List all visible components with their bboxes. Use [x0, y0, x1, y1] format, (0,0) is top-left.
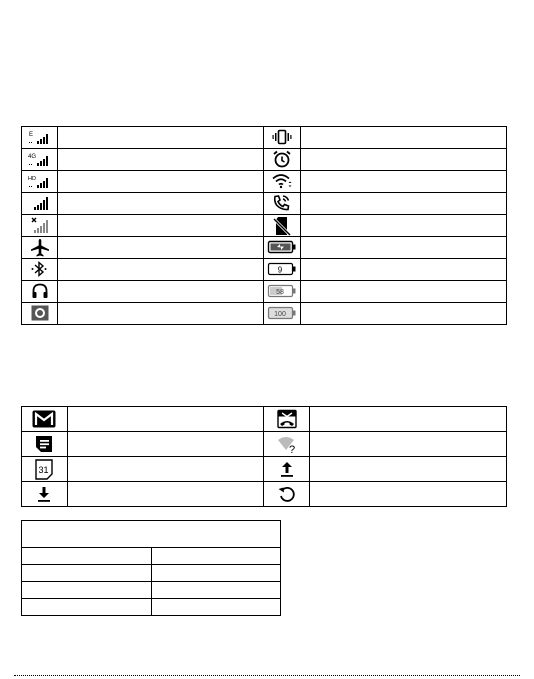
- status-label-cell: [58, 281, 264, 303]
- battery-half-icon: [267, 283, 297, 299]
- icon-cell: [264, 281, 300, 303]
- upload-icon: [278, 459, 296, 479]
- headset-icon: [30, 282, 50, 300]
- missed-call-icon: [276, 409, 298, 429]
- table-row: [22, 565, 281, 582]
- signal-badge-label: 4G: [27, 154, 36, 161]
- icon-cell: [264, 127, 300, 149]
- small-table: [21, 520, 281, 616]
- icon-cell: [264, 457, 310, 482]
- table-row: [22, 281, 507, 303]
- table-cell: [151, 565, 281, 582]
- icon-cell: [264, 237, 300, 259]
- icon-cell: [264, 432, 310, 457]
- update-icon: [276, 484, 298, 504]
- table-header-cell: [22, 521, 281, 548]
- icon-cell: [264, 171, 300, 193]
- icon-cell: [22, 215, 58, 237]
- message-icon: [33, 434, 55, 454]
- table-row: [22, 582, 281, 599]
- table-row: [22, 482, 507, 507]
- alarm-icon: [272, 150, 292, 168]
- status-label-cell: [300, 149, 506, 171]
- table-row: [22, 259, 507, 281]
- call-speaker-icon: [272, 194, 292, 212]
- gmail-icon: [31, 409, 57, 429]
- table-row: [22, 599, 281, 616]
- calendar-day-label: 31: [38, 465, 49, 475]
- table-header-row: [22, 521, 281, 548]
- icon-cell: [264, 149, 300, 171]
- status-label-cell: [300, 259, 506, 281]
- airplane-icon: [29, 238, 51, 258]
- icon-cell: [22, 171, 58, 193]
- icon-cell: [22, 127, 58, 149]
- icon-cell: [22, 259, 58, 281]
- icon-cell: [22, 432, 68, 457]
- status-label-cell: [58, 149, 264, 171]
- status-label-cell: [300, 281, 506, 303]
- notification-label-cell: [310, 407, 507, 432]
- icon-cell: [22, 457, 68, 482]
- notification-label-cell: [67, 432, 264, 457]
- table-row: [22, 407, 507, 432]
- status-label-cell: [58, 193, 264, 215]
- table-cell: [151, 548, 281, 565]
- notification-icons-table: [21, 406, 507, 507]
- vibrate-icon: [272, 129, 292, 145]
- table-row: [22, 548, 281, 565]
- svg-text:?: ?: [288, 444, 296, 454]
- battery-full-icon: [267, 305, 297, 321]
- icon-cell: [22, 281, 58, 303]
- table-row: [22, 193, 507, 215]
- battery-level-label: 9: [277, 265, 283, 275]
- signal-badge-label: HD: [27, 176, 36, 183]
- battery-charging-icon: [267, 239, 297, 255]
- status-icons-table: [21, 126, 507, 325]
- status-label-cell: [58, 171, 264, 193]
- icon-cell: [22, 482, 68, 507]
- icon-cell: [22, 193, 58, 215]
- icon-cell: [264, 193, 300, 215]
- status-label-cell: [58, 127, 264, 149]
- signal-badge-label: E: [28, 132, 33, 139]
- status-label-cell: [58, 259, 264, 281]
- wifi-open-network-icon: [275, 434, 299, 454]
- table-cell: [151, 582, 281, 599]
- icon-cell: [264, 407, 310, 432]
- table-row: [22, 237, 507, 259]
- icon-cell: [264, 482, 310, 507]
- battery-level-label: 58: [276, 289, 285, 297]
- signal-4g-icon: [26, 151, 54, 167]
- signal-full-icon: [26, 195, 54, 211]
- status-label-cell: [58, 303, 264, 325]
- icon-cell: [264, 303, 300, 325]
- icon-cell: [22, 149, 58, 171]
- status-label-cell: [300, 237, 506, 259]
- battery-level-label: 100: [274, 311, 286, 319]
- notification-label-cell: [310, 432, 507, 457]
- table-row: [22, 171, 507, 193]
- battery-low-icon: [267, 261, 297, 277]
- signal-edge-icon: [26, 129, 54, 145]
- table-cell: [22, 548, 152, 565]
- page-bottom-divider: [14, 675, 520, 676]
- icon-cell: [22, 237, 58, 259]
- status-label-cell: [300, 193, 506, 215]
- no-sim-icon: [272, 216, 292, 236]
- table-row: [22, 215, 507, 237]
- table-row: [22, 149, 507, 171]
- table-cell: [22, 582, 152, 599]
- table-row: [22, 127, 507, 149]
- notification-label-cell: [67, 482, 264, 507]
- table-cell: [151, 599, 281, 616]
- table-row: [22, 432, 507, 457]
- status-label-cell: [300, 127, 506, 149]
- icon-cell: [22, 303, 58, 325]
- bluetooth-icon: [29, 260, 51, 278]
- icon-cell: [22, 407, 68, 432]
- calendar-icon: [33, 458, 55, 480]
- table-cell: [22, 599, 152, 616]
- status-label-cell: [300, 215, 506, 237]
- table-row: [22, 457, 507, 482]
- notification-label-cell: [310, 482, 507, 507]
- wifi-icon: [271, 173, 293, 189]
- icon-cell: [264, 259, 300, 281]
- status-label-cell: [300, 171, 506, 193]
- status-label-cell: [58, 237, 264, 259]
- signal-none-icon: [26, 216, 54, 234]
- status-label-cell: [58, 215, 264, 237]
- signal-volte-icon: [26, 173, 54, 189]
- notification-label-cell: [67, 407, 264, 432]
- status-label-cell: [300, 303, 506, 325]
- gps-icon: [30, 304, 50, 322]
- table-cell: [22, 565, 152, 582]
- icon-cell: [264, 215, 300, 237]
- notification-label-cell: [67, 457, 264, 482]
- notification-label-cell: [310, 457, 507, 482]
- table-row: [22, 303, 507, 325]
- download-icon: [35, 484, 53, 504]
